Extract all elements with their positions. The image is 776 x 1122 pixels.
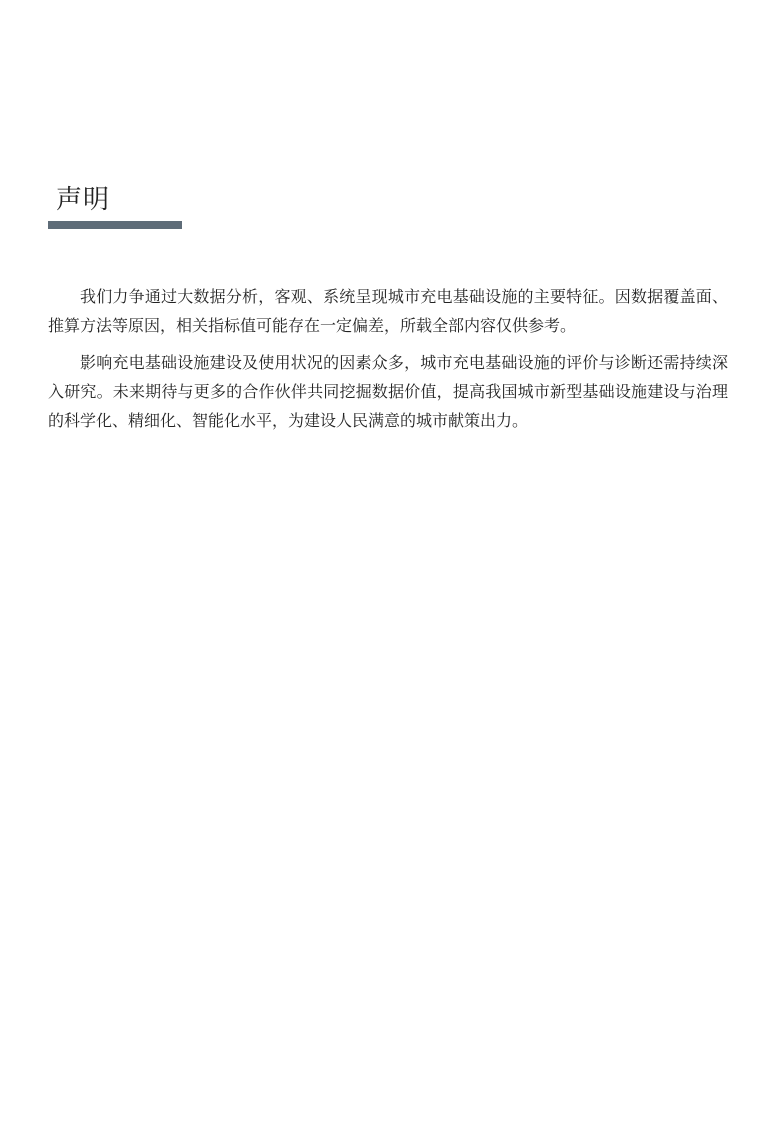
page-title: 声明 <box>56 185 111 215</box>
statement-paragraph-1: 我们力争通过大数据分析，客观、系统呈现城市充电基础设施的主要特征。因数据覆盖面、推算方法等原因，相关指标值可能存在一定偏差，所载全部内容仅供参考。 <box>48 287 728 335</box>
title-underline-bar <box>48 221 182 229</box>
statement-paragraph-2: 影响充电基础设施建设及使用状况的因素众多，城市充电基础设施的评价与诊断还需持续深入研究。未来期待与更多的合作伙伴共同挖掘数据价值，提高我国城市新型基础设施建设与治理的科学化、精细化、智能化水平，为建设人民满意的城市献策出力。 <box>48 353 728 430</box>
statement-body <box>48 282 728 443</box>
